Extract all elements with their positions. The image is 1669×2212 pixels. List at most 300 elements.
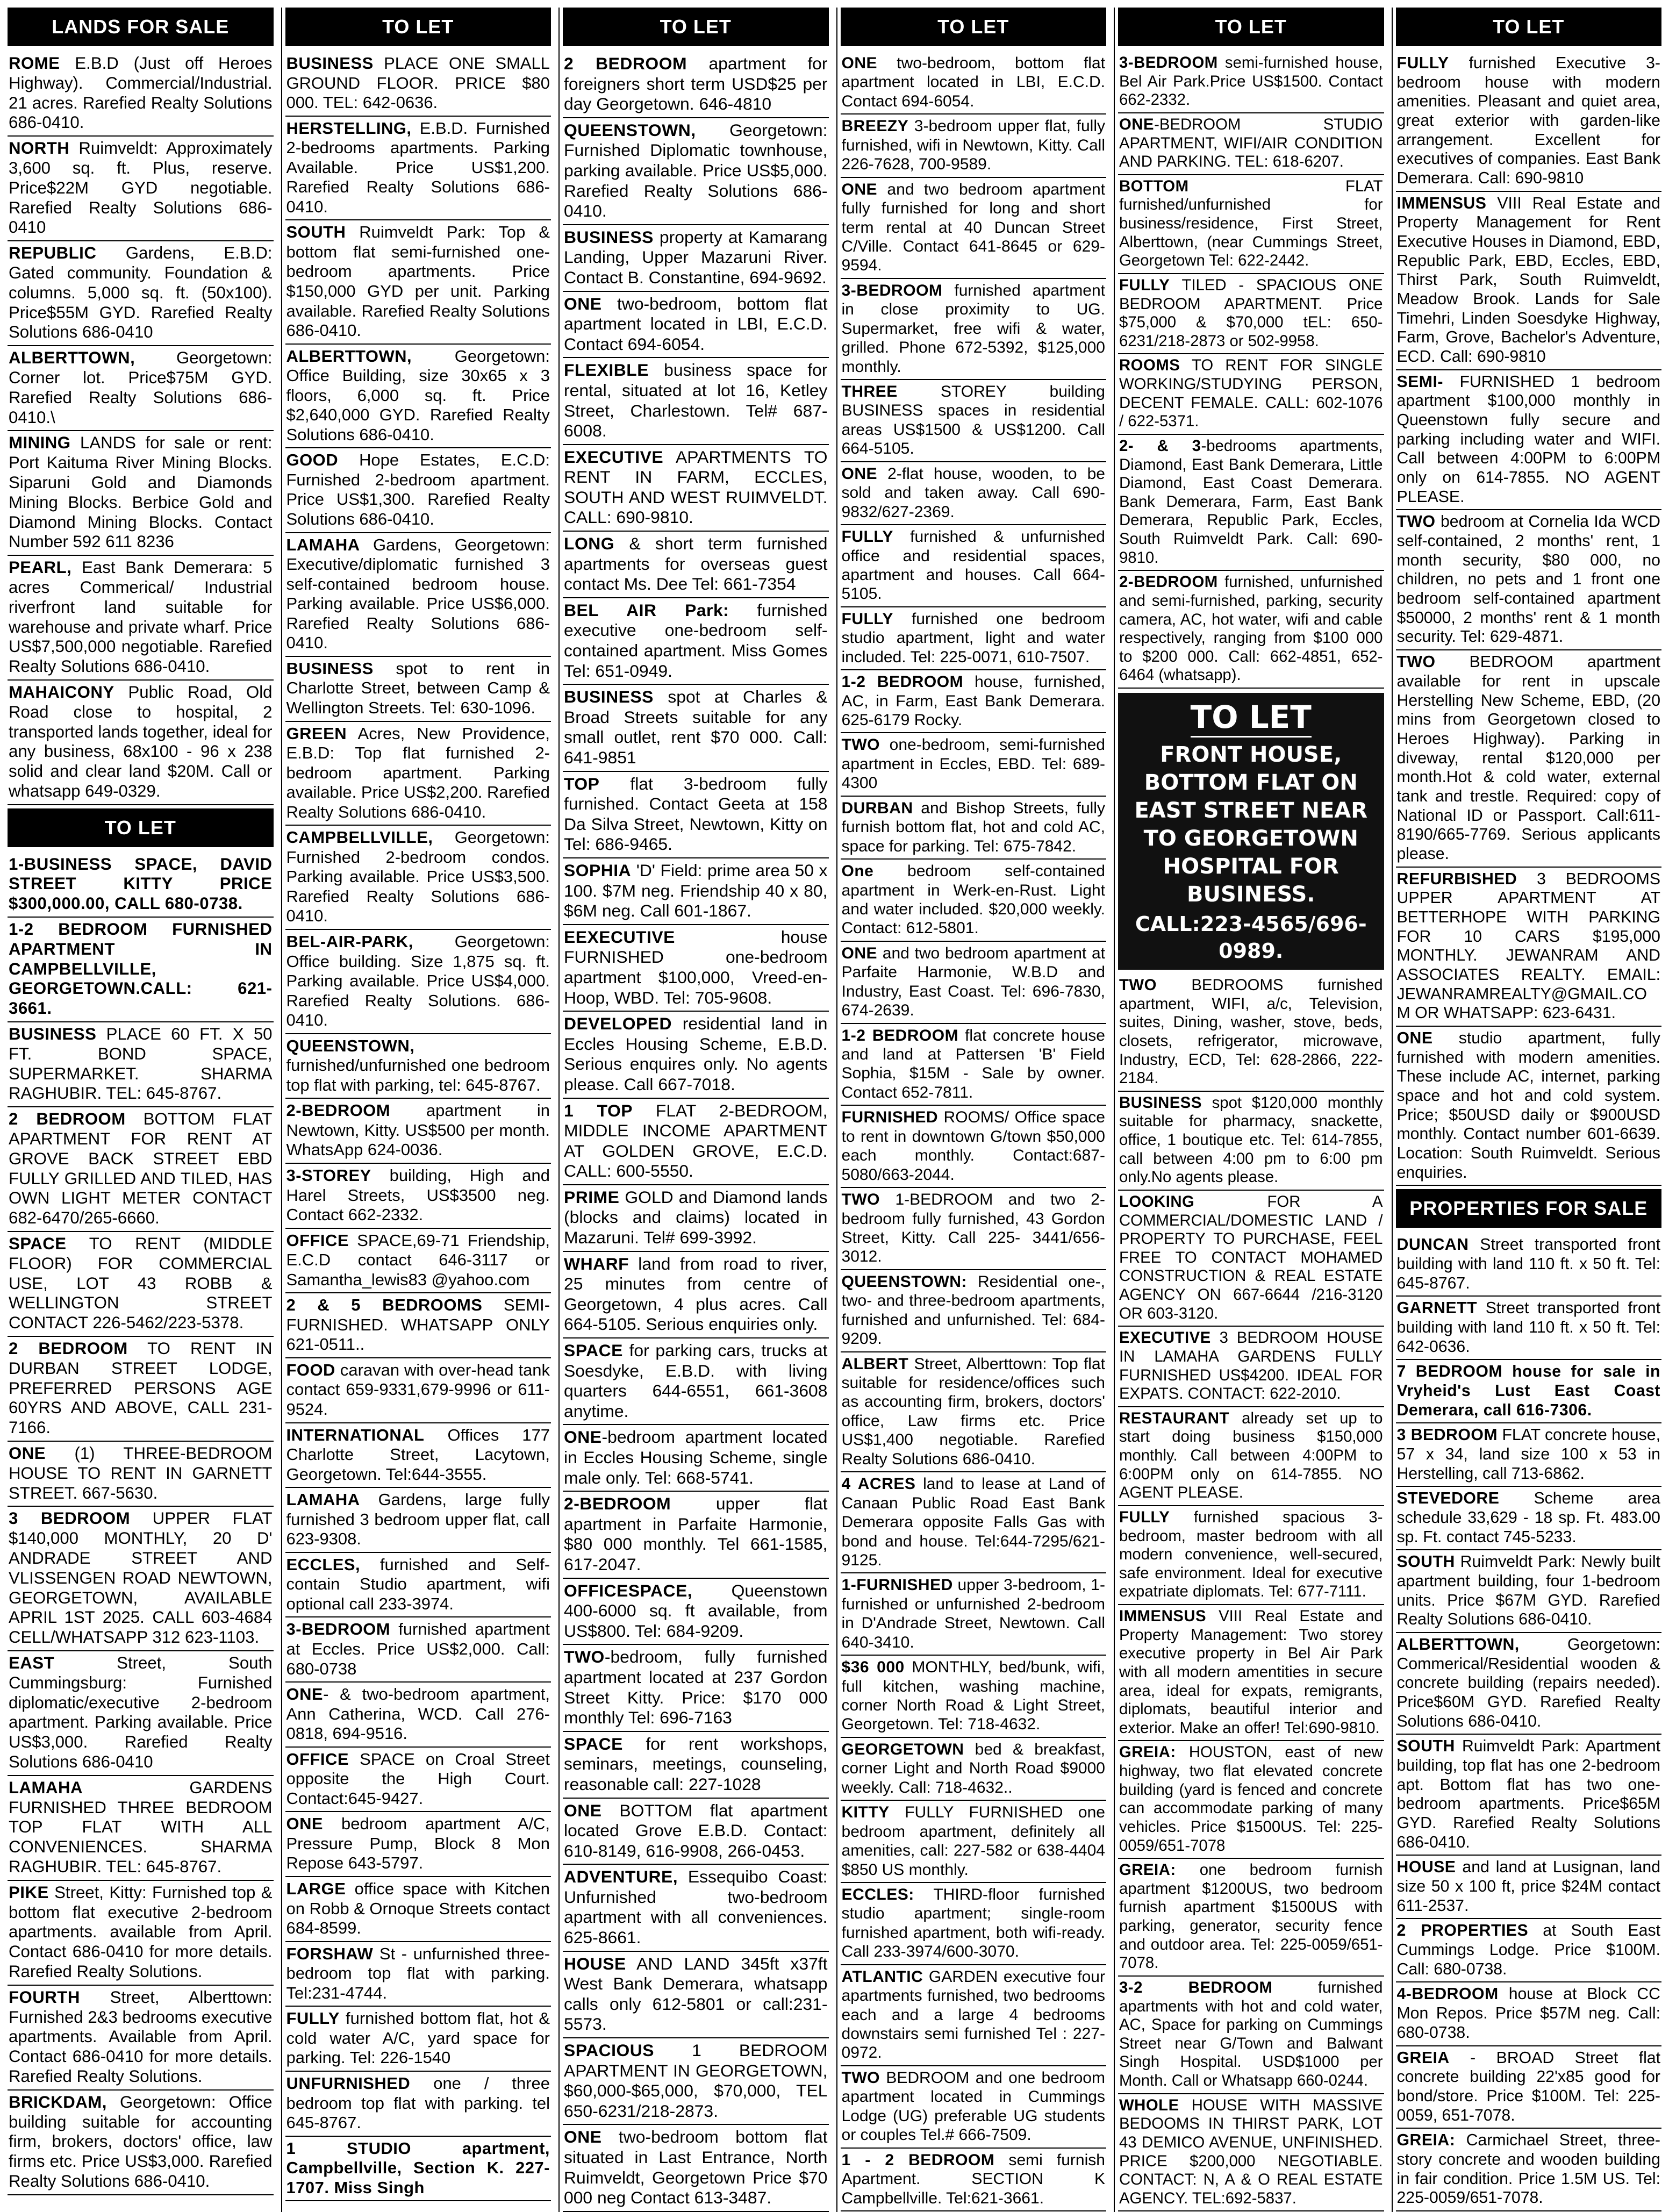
- classified-ad: [1396, 1550, 1662, 1633]
- ad-body: TO RENT IN DURBAN STREET LODGE, PREFERRED PERSONS AGE 60YRS AND ABOVE, CALL 231-7166.: [9, 1339, 273, 1437]
- ad-headline: BUSINESS: [9, 1025, 97, 1044]
- ad-list-properties-for-sale: [1396, 1233, 1662, 2211]
- ad-headline: NORTH: [9, 139, 70, 158]
- classified-ad: [563, 1645, 829, 1731]
- classified-ad: [1118, 1191, 1384, 1327]
- ad-headline: GREIA: [1396, 2049, 1450, 2067]
- ad-body: 1 BEDROOM APARTMENT IN GEORGETOWN, $60,000-$65,000, $70,000, TEL 650-6231/218-2873.: [564, 2041, 828, 2121]
- ad-body: apartment in Newtown, Kitty. US$500 per month. WhatsApp 624-0036.: [286, 1101, 550, 1159]
- classified-ad: [8, 1022, 274, 1107]
- ad-headline: LAMAHA: [286, 1490, 360, 1509]
- ad-headline: MAHAICONY: [9, 682, 114, 701]
- ad-body: house at Block CC Mon Repos. Price $57M neg. Call: 680-0738.: [1396, 1985, 1660, 2042]
- classified-ad: [285, 722, 551, 826]
- ad-headline: REPUBLIC: [9, 244, 97, 263]
- ad-body: Ruimveldt Park: Top & bottom flat semi-furnished one-bedroom apartments. Price $150,000 GYD per unit. Parking available. Rarefied Realty Solutions 686-0410.: [286, 223, 550, 340]
- classified-ad: [285, 2137, 551, 2202]
- column-3: [558, 8, 832, 2212]
- classified-ad: [285, 1293, 551, 1358]
- ad-headline: WHOLE: [1119, 2096, 1179, 2114]
- classified-ad: [841, 279, 1107, 380]
- ad-headline: 2-BEDROOM: [286, 1101, 391, 1120]
- classified-ad: [8, 137, 274, 241]
- classified-ad: [1118, 1859, 1384, 1977]
- ad-body: furnished one bedroom studio apartment, light and water included. Tel: 225-0071, 610-7507.: [841, 610, 1105, 666]
- ad-body: (1) THREE-BEDROOM HOUSE TO RENT IN GARNETT STREET. 667-5630.: [9, 1444, 273, 1502]
- ad-body: Georgetown: Office Building, size 30x65 x 3 floors, 6,000 sq. ft. Price $2,640,000 GYD. Rarefied Realty Solutions 686-0410.: [286, 346, 550, 444]
- ad-headline: 3 BEDROOM: [1396, 1426, 1498, 1444]
- ad-headline: THREE: [841, 383, 898, 400]
- promo-phone: CALL:223-4565/696-0989.: [1135, 912, 1367, 963]
- classified-ad: [841, 860, 1107, 942]
- ad-body: semi-furnished house, Bel Air Park.Price US$1500. Contact 662-2332.: [1119, 54, 1383, 109]
- column-5: [1114, 8, 1387, 2212]
- ad-headline: SPACE: [564, 1734, 623, 1753]
- ad-headline: QUEENSTOWN,: [564, 120, 696, 140]
- ad-headline: 3 BEDROOM: [9, 1509, 131, 1528]
- column-6: [1392, 8, 1665, 2212]
- classified-ad: [841, 2066, 1107, 2149]
- classified-ad: [841, 525, 1107, 607]
- ad-body: SPACE,69-71 Friendship, E.C.D contact 646-3117 or Samantha_lewis83 @yahoo.com: [286, 1230, 550, 1289]
- ad-headline: TWO: [841, 2068, 880, 2087]
- classified-ad: [1396, 1027, 1662, 1186]
- ad-headline: SPACE: [9, 1234, 67, 1254]
- ad-headline: ADVENTURE,: [564, 1867, 678, 1887]
- ad-body: Offices 177 Charlotte Street, Lacytown, Georgetown. Tel:644-3555.: [286, 1425, 550, 1484]
- ad-body: BEDROOMS furnished apartment, WIFI, a/c, Television, suites, Dining, washer, stove, beds, closets, refrigerator, microwave, Industry, ECD, Tel: 628-2866, 222-2184.: [1119, 976, 1383, 1087]
- ad-headline: FORSHAW: [286, 1944, 374, 1963]
- ad-headline: PEARL,: [9, 558, 72, 577]
- section-header-to-let: TO LET: [285, 8, 551, 46]
- classified-ad: [285, 826, 551, 930]
- ad-body: property at Kamarang Landing, Upper Mazaruni River. Contact B. Constantine, 694-9692.: [564, 227, 828, 287]
- ad-headline: SPACE: [564, 1341, 623, 1361]
- ad-body: spot at Charles & Broad Streets suitable for any small outlet, rent $70 000. Call: 641-9851: [564, 687, 828, 767]
- ad-body: Ruimveldt: Approximately 3,600 sq. ft. Plus, reserve. Price$22M GYD negotiable. Rarefied Realty Solutions 686-0410: [9, 139, 273, 237]
- ad-body: VIII Real Estate and Property Management for Rent Executive Houses in Diamond, EBD, Republic Park, EBD, Eccles, EBD, Thirst Park, South Ruimveldt, Meadow Brook. Lands for Sale Timehri, Linden Soesdyke Highway, Farm, Grove, Bachelor's Adventure, ECD. Call: 690-9810: [1396, 194, 1660, 366]
- section-header-to-let: TO LET: [841, 8, 1107, 46]
- ad-body: Street, Kitty: Furnished top & bottom flat executive 2-bedroom apartments. available from April. Contact 686-0410 for more details. Rarefied Realty Solutions.: [9, 1882, 273, 1981]
- classified-ad: [1118, 1605, 1384, 1741]
- ad-headline: 1-2 BEDROOM: [841, 1026, 959, 1044]
- classified-ad: [563, 925, 829, 1012]
- promo-title: TO LET: [1191, 698, 1312, 738]
- ad-headline: 1-2 BEDROOM FURNISHED APARTMENT IN CAMPBELLVILLE, GEORGETOWN.CALL: 621-3661.: [9, 920, 273, 1018]
- ad-headline: BRICKDAM,: [9, 2092, 107, 2111]
- classified-ad: [8, 431, 274, 556]
- ad-body: Street transported front building with land 110 ft. x 50 ft. Tel: 645-8767.: [1396, 1236, 1660, 1292]
- classified-ad: [563, 1012, 829, 1098]
- classified-ad: [563, 1252, 829, 1338]
- classified-ad: [1396, 1297, 1662, 1360]
- classified-ad: [563, 772, 829, 858]
- classified-ad: [285, 533, 551, 657]
- classified-ad: [841, 1738, 1107, 1801]
- ad-body: Residential one-, two- and three-bedroom apartments, furnished and unfurnished. Tel: 684-9209.: [841, 1272, 1105, 1348]
- ad-body: furnished/unfurnished one bedroom top flat with parking, tel: 645-8767.: [286, 1056, 550, 1094]
- classified-ad: [563, 532, 829, 598]
- ad-headline: ONE: [1119, 115, 1155, 133]
- classified-ad: [285, 1034, 551, 1099]
- ad-body: and two bedroom apartment fully furnished for long and short term rental at 40 Duncan Street C/Ville. Contact 641-8645 or 629-9594.: [841, 180, 1105, 275]
- ad-body: upper 3-bedroom, 1-furnished or unfurnished 2-bedroom in D'Andrade Street, Newtown. Call 640-3410.: [841, 1576, 1105, 1651]
- column-1: [4, 8, 277, 2212]
- ad-body: 2-flat house, wooden, to be sold and taken away. Call 690-9832/627-2369.: [841, 464, 1105, 521]
- classified-ad: [1396, 192, 1662, 370]
- ad-body: FOR A COMMERCIAL/DOMESTIC LAND / PROPERTY TO PURCHASE, FEEL FREE TO CONTACT MOHAMED CONSTRUCTION & REAL ESTATE AGENCY ON 667-6644 /216-3120 OR 603-3120.: [1119, 1192, 1383, 1322]
- ad-body: Georgetown: Office building suitable for accounting firm, brokers, doctors' office, law firms etc. Price US$3,000. Rarefied Realty Solutions 686-0410.: [9, 2092, 273, 2190]
- classified-ad: [563, 445, 829, 532]
- classified-ad: [1396, 510, 1662, 650]
- ad-body: furnished spacious 3-bedroom, master bedroom with all modern convenience, well-secured, safe environment. Ideal for executive expatriate diplomats. Tel: 677-7111.: [1119, 1508, 1383, 1601]
- ad-body: apartment for foreigners short term USD$25 per day Georgetown. 646-4810: [564, 54, 828, 114]
- classified-ad: [1396, 1423, 1662, 1487]
- classified-ad: [8, 1651, 274, 1776]
- classified-ad: [1396, 650, 1662, 867]
- ad-headline: 1 - 2 BEDROOM: [841, 2151, 995, 2169]
- ad-headline: 2 BEDROOM: [9, 1339, 128, 1358]
- ad-body: TILED - SPACIOUS ONE BEDROOM APARTMENT. Price $75,000 & $70,000 tEL: 650-6231/218-2873 or 502-9958.: [1119, 276, 1383, 350]
- classified-ad: [1118, 1092, 1384, 1191]
- ad-body: for rent workshops, seminars, meetings, counseling, reasonable call: 227-1028: [564, 1734, 828, 1794]
- ad-body: furnished bottom flat, hot & cold water A/C, yard space for parking. Tel: 226-1540: [286, 2009, 550, 2067]
- classified-ad: [1396, 1982, 1662, 2046]
- ad-body: semi furnish Apartment. SECTION K Campbellville. Tel:621-3661.: [841, 2151, 1105, 2207]
- ad-headline: REFURBISHED: [1396, 870, 1517, 888]
- ad-headline: TOP: [564, 774, 600, 793]
- ad-body: upper flat apartment in Parfaite Harmonie, $80 000 monthly. Tel 661-1585, 617-2047.: [564, 1494, 828, 1574]
- classified-ad: [1118, 974, 1384, 1092]
- ad-body: Street, Alberttown: Top flat suitable for residence/offices such as accounting firm, brokers, doctors' office, Law firms etc. Price US$1,400 negotiable. Rarefied Realty Solutions 686-0410.: [841, 1355, 1105, 1468]
- ad-headline: ONE: [286, 1814, 324, 1834]
- classified-ad: [285, 1423, 551, 1488]
- classified-ad: [8, 1107, 274, 1232]
- ad-body: office space with Kitchen on Robb & Ornoque Streets contact 684-8599.: [286, 1879, 550, 1938]
- ad-headline: 1-BUSINESS SPACE, DAVID STREET KITTY PRICE $300,000.00, CALL 680-0738.: [9, 854, 273, 913]
- ad-body: bedroom self-contained apartment in Werk-en-Rust. Light and water included. $20,000 weekly. Contact: 612-5801.: [841, 862, 1105, 937]
- ad-body: and Bishop Streets, fully furnish bottom flat, hot and cold AC, space for parking. Tel: 675-7842.: [841, 799, 1105, 855]
- ad-headline: FLEXIBLE: [564, 360, 649, 380]
- ad-headline: SOUTH: [1396, 1553, 1455, 1571]
- ad-body: GARDEN executive four apartments furnished, two bedrooms each and a large 4 bedrooms downstairs semi furnished Tel : 227-0972.: [841, 1967, 1105, 2062]
- ad-body: -bedrooms apartments, Diamond, East Bank Demerara, Little Diamond, East Coast Demerara. Bank Demerara, Farm, East Bank Demerara, Republic Park, Eccles, South Ruimveldt Park. Call: 690-9810.: [1119, 436, 1383, 567]
- classified-ad: [1118, 1327, 1384, 1407]
- classified-ad: [8, 241, 274, 346]
- ad-headline: HOUSE: [564, 1953, 626, 1973]
- ad-headline: ECCLES:: [841, 1885, 914, 1903]
- classified-ad: [1118, 435, 1384, 571]
- classified-ad: [563, 1492, 829, 1578]
- classified-ad: [1118, 52, 1384, 113]
- ad-body: and two bedroom apartment at Parfaite Harmonie, W.B.D and Industry, East Coast. Tel: 696-7830, 674-2639.: [841, 944, 1105, 1020]
- ad-headline: 3-BEDROOM: [841, 281, 943, 299]
- ad-body: Hope Estates, E.C.D: Furnished 2-bedroom apartment. Price US$1,300. Rarefied Realty Solutions 686-0410.: [286, 450, 550, 529]
- ad-headline: FURNISHED: [841, 1108, 939, 1127]
- classified-ad: [8, 2091, 274, 2195]
- ad-body: - BROAD Street flat concrete building 22'x85 good for bond/store. Price $100M. Tel: 225-0059, 651-7078.: [1396, 2049, 1660, 2124]
- ad-body: GOLD and Diamond lands (blocks and claims) located in Mazaruni. Tel# 699-3992.: [564, 1187, 828, 1248]
- classified-ad: [1396, 2129, 1662, 2211]
- ad-body: house, furnished, AC, in Farm, East Bank Demerara. 625-6179 Rocky.: [841, 673, 1105, 729]
- classified-ad: [841, 1106, 1107, 1188]
- ad-headline: ATLANTIC: [841, 1967, 923, 1986]
- ad-body: East Bank Demerara: 5 acres Commerical/ Industrial riverfront land suitable for warehouse and private wharf. Price US$7,500,000 negotiable. Rarefied Realty Solutions 686-0410.: [9, 558, 273, 676]
- classified-ad: [841, 52, 1107, 114]
- classified-ad: [563, 2038, 829, 2125]
- ad-headline: ONE: [564, 2127, 602, 2147]
- ad-headline: One: [841, 862, 874, 880]
- ad-headline: ONE: [286, 1685, 324, 1704]
- classified-ad: [1396, 1919, 1662, 1982]
- classified-ad: [563, 1425, 829, 1492]
- ad-headline: FOOD: [286, 1360, 335, 1379]
- ad-headline: 2- & 3: [1119, 436, 1201, 455]
- classified-ad: [8, 681, 274, 805]
- ad-headline: KITTY: [841, 1803, 890, 1822]
- ad-headline: BUSINESS: [286, 658, 374, 678]
- classified-ad: [563, 858, 829, 925]
- ad-headline: 2-BEDROOM: [1119, 573, 1218, 591]
- column-2: [281, 8, 555, 2212]
- classified-ad: [1118, 175, 1384, 274]
- ad-headline: ECCLES,: [286, 1555, 361, 1574]
- classified-ad: [8, 52, 274, 137]
- classified-ad: [841, 178, 1107, 279]
- ad-headline: ONE: [564, 293, 602, 313]
- classified-ad: [841, 114, 1107, 177]
- ad-body: LANDS for sale or rent: Port Kaituma River Mining Blocks. Siparuni Gold and Diamonds Mining Blocks. Berbice Gold and Diamond Mining Blocks. Contact Number 592 611 8236: [9, 433, 273, 552]
- ad-headline: INTERNATIONAL: [286, 1425, 425, 1444]
- classified-ad: [1396, 1233, 1662, 1297]
- ad-headline: RESTAURANT: [1119, 1409, 1229, 1427]
- ad-body: Street transported front building with land 110 ft. x 50 ft. Tel: 642-0636.: [1396, 1299, 1660, 1356]
- classified-ad: [563, 1185, 829, 1252]
- classified-ad: [563, 1579, 829, 1645]
- ad-headline: ALBERTTOWN,: [1396, 1636, 1520, 1654]
- ad-headline: 3-BEDROOM: [286, 1620, 391, 1639]
- ad-headline: SPACIOUS: [564, 2041, 655, 2060]
- ad-headline: 1 STUDIO apartment, Campbellville, Section K. 227-1707. Miss Singh: [286, 2138, 550, 2197]
- ad-body: E.B.D (Just off Heroes Highway). Commercial/Industrial. 21 acres. Rarefied Realty Solutions 686-0410.: [9, 54, 273, 132]
- ad-headline: IMMENSUS: [1396, 194, 1487, 212]
- ad-headline: ALBERT: [841, 1355, 909, 1373]
- ad-headline: 3-STOREY: [286, 1165, 371, 1185]
- classified-ad: [8, 346, 274, 431]
- ad-headline: 2-BEDROOM: [564, 1494, 671, 1514]
- ad-headline: BUSINESS: [564, 687, 654, 707]
- ad-body: spot to rent in Charlotte Street, between Camp & Wellington Streets. Tel: 630-1096.: [286, 658, 550, 717]
- ad-headline: BEL AIR Park:: [564, 600, 729, 620]
- ad-headline: IMMENSUS: [1119, 1607, 1207, 1625]
- section-header-to-let: TO LET: [1118, 8, 1384, 46]
- ad-body: land to lease at Land of Canaan Public Road East Bank Demerara opposite Falls Gas with bond and house. Tel:644-7295/621-9125.: [841, 1475, 1105, 1569]
- ad-body: Essequibo Coast: Unfurnished two-bedroom apartment with all conveniences. 625-8661.: [564, 1867, 828, 1948]
- ad-body: THIRD-floor furnished studio apartment; single-room furnished apartment, both wifi-ready. Call 233-3974/600-3070.: [841, 1885, 1105, 1961]
- ad-body: one / three bedroom top flat with parking. tel 645-8767.: [286, 2073, 550, 2132]
- ad-body: FLAT concrete house, 57 x 34, land size 100 x 53 in Herstelling, call 713-6862.: [1396, 1426, 1660, 1483]
- classified-ad: [841, 2149, 1107, 2211]
- ad-body: Georgetown: Corner lot. Price$75M GYD. Rarefied Realty Solutions 686-0410.\: [9, 348, 273, 427]
- ad-headline: TWO: [1396, 513, 1436, 531]
- classified-ad: [1118, 354, 1384, 435]
- classified-ad: [1396, 868, 1662, 1027]
- classified-ad: [8, 1442, 274, 1507]
- ad-body: Gardens, E.B.D: Gated community. Foundation & columns. 5,000 sq. ft. (50x100). Price$55M GYD. Rarefied Realty Solutions 686-0410: [9, 244, 273, 342]
- classified-ad: [563, 52, 829, 118]
- ad-body: APARTMENTS TO RENT IN FARM, ECCLES, SOUTH AND WEST RUIMVELDT. CALL: 690-9810.: [564, 447, 828, 527]
- classified-ad: [285, 220, 551, 344]
- ad-list-to-let-1: [8, 853, 274, 2195]
- classified-ad: [841, 670, 1107, 733]
- classified-ad: [841, 1352, 1107, 1473]
- ad-body: one-bedroom, semi-furnished apartment in Eccles, EBD. Tel: 689-4300: [841, 736, 1105, 792]
- ad-body: and land at Lusignan, land size 50 x 100 ft, price $24M contact 611-2537.: [1396, 1858, 1660, 1915]
- ad-body: Ruimveldt Park: Newly built apartment building, four 1-bedroom units. Price $67M GYD. Rarefied Realty Solutions 686-0410.: [1396, 1553, 1660, 1629]
- ad-body: 3 BEDROOMS UPPER APARTMENT AT BETTERHOPE WITH PARKING FOR 10 CARS $195,000 MONTHLY. JEWANRAM AND ASSOCIATES REALTY. EMAIL: JEWANRAMREALTY@GMAIL.COM OR WHATSAPP: 623-6431.: [1396, 870, 1660, 1022]
- ad-headline: OFFICE: [286, 1749, 349, 1769]
- ad-body: Street, South Cummingsburg: Furnished diplomatic/executive 2-bedroom apartment. Parking available. Price US$3,000. Rarefied Realty Solutions 686-0410: [9, 1653, 273, 1771]
- ad-body: at South East Cummings Lodge. Price $100M. Call: 680-0738.: [1396, 1922, 1660, 1978]
- ad-body: furnished and Self-contain Studio apartment, wifi optional call 233-3974.: [286, 1555, 550, 1613]
- ad-headline: ONE: [564, 1800, 602, 1820]
- ad-body: two-bedroom, bottom flat apartment located in LBI, E.C.D. Contact 694-6054.: [841, 54, 1105, 110]
- ad-body: SPACE on Croal Street opposite the High Court. Contact:645-9427.: [286, 1749, 550, 1808]
- classified-ad: [8, 1507, 274, 1651]
- ad-body: already set up to start doing business $150,000 monthly. Call between 4:00PM to 6:00PM only on 614-7855. NO AGENT PLEASE.: [1119, 1409, 1383, 1502]
- classified-ad: [285, 345, 551, 449]
- ad-body: SEMI-FURNISHED. WHATSAPP ONLY 621-0511..: [286, 1295, 550, 1354]
- ad-headline: $36 000: [841, 1658, 905, 1677]
- classified-ad: [1396, 370, 1662, 511]
- ad-body: studio apartment, fully furnished with modern amenities. These include AC, internet, parking space and hot and cold system. Price; $50USD daily or $900USD monthly. Contact number 601-6639. Location: South Ruimveldt. Serious enquiries.: [1396, 1029, 1660, 1182]
- classified-ad: [8, 1776, 274, 1881]
- ad-body: Gardens, Georgetown: Executive/diplomatic furnished 3 self-contained bedroom house. Parking available. Price US$6,000. Rarefied Realty Solutions 686-0410.: [286, 535, 550, 653]
- classified-ad: [563, 1952, 829, 2038]
- ad-body: Carmichael Street, three-story concrete and wooden building in fair condition. Price 1.5M US. Tel: 225-0059/651-7078.: [1396, 2131, 1660, 2207]
- classified-ad: [8, 918, 274, 1022]
- ad-headline: 3-2 BEDROOM: [1119, 1978, 1273, 1996]
- ad-body: furnished Executive 3- bedroom house with modern amenities. Pleasant and quiet area, great exterior with garden-like arrangement. Excellent for executives of companies. East Bank Demerara. Call: 690-9810: [1396, 54, 1660, 188]
- ad-headline: 2 & 5 BEDROOMS: [286, 1295, 483, 1315]
- classified-ad: [8, 1986, 274, 2091]
- classified-ad: [841, 1965, 1107, 2066]
- classified-ad: [563, 358, 829, 445]
- classified-ad: [1396, 1487, 1662, 1550]
- ad-headline: LAMAHA: [9, 1778, 83, 1797]
- classified-ad: [8, 1232, 274, 1337]
- ad-headline: ONE: [1396, 1029, 1433, 1047]
- ad-headline: GARNETT: [1396, 1299, 1478, 1318]
- ad-body: land from road to river, 25 minutes from centre of Georgetown, 4 plus acres. Call 664-5105. Serious enquiries only.: [564, 1254, 828, 1334]
- classified-ad: [285, 1099, 551, 1164]
- classified-ad: [841, 607, 1107, 670]
- ad-headline: BUSINESS: [286, 54, 374, 73]
- ad-body: business space for rental, situated at lot 16, Ketley Street, Charlestown. Tel# 687-6008.: [564, 360, 828, 441]
- ad-headline: BREEZY: [841, 117, 909, 135]
- promo-box: [1118, 693, 1384, 970]
- ad-headline: ALBERTTOWN,: [286, 346, 412, 366]
- ad-body: -bedroom, fully furnished apartment located at 237 Gordon Street Kitty. Price: $170 000 monthly Tel: 696-7163: [564, 1647, 828, 1728]
- classified-ad: [1396, 1633, 1662, 1735]
- column-4: [836, 8, 1110, 2212]
- classified-ad: [285, 448, 551, 533]
- ad-headline: SOPHIA: [564, 860, 632, 880]
- ad-headline: TWO: [1396, 653, 1436, 671]
- ad-headline: ONE: [841, 464, 878, 483]
- ad-headline: PRIME: [564, 1187, 620, 1207]
- classified-ad: [563, 1732, 829, 1799]
- classified-ad: [285, 1748, 551, 1813]
- classified-ad: [841, 1801, 1107, 1883]
- ad-headline: CAMPBELLVILLE,: [286, 828, 433, 847]
- classified-ad: [285, 2072, 551, 2137]
- ad-body: 'D' Field: prime area 50 x 100. $7M neg. Friendship 40 x 80, $6M neg. Call 601-1867.: [564, 860, 828, 921]
- section-header-to-let: TO LET: [1396, 8, 1662, 46]
- classified-ad: [1118, 1506, 1384, 1605]
- ad-headline: EXECUTIVE: [564, 447, 664, 467]
- ad-body: FLAT furnished/unfurnished for business/residence, First Street, Alberttown, (near Cummings Street, Georgetown Tel: 622-2442.: [1119, 177, 1383, 270]
- ad-headline: HERSTELLING,: [286, 118, 412, 138]
- classified-ad: [1118, 571, 1384, 689]
- ad-body: one bedroom furnish apartment $1200US, two bedroom furnish apartment $1500US with parking, generator, security fence and outdoor area. Tel: 225-0059/651-7078.: [1119, 1861, 1383, 1972]
- ad-body: UPPER FLAT $140,000 MONTHLY, 20 D' ANDRADE STREET AND VLISSENGEN ROAD NEWTOWN, GEORGETOWN, AVAILABLE APRIL 1ST 2025. CALL 603-4684 CELL/WHATSAPP 312 623-1103.: [9, 1509, 273, 1647]
- classified-ad: [841, 1188, 1107, 1270]
- ad-body: St - unfurnished three-bedroom top flat with parking. Tel:231-4744.: [286, 1944, 550, 2002]
- classified-ad: [841, 797, 1107, 860]
- ad-headline: UNFURNISHED: [286, 2073, 411, 2093]
- classified-ad: [1396, 1360, 1662, 1423]
- ad-headline: OFFICE: [286, 1230, 349, 1250]
- ad-list-to-let-4: [841, 52, 1107, 2211]
- ad-headline: ROME: [9, 54, 60, 73]
- classified-ad: [841, 942, 1107, 1024]
- ad-headline: EEXECUTIVE: [564, 927, 675, 947]
- classified-ad: [841, 1573, 1107, 1656]
- ad-body: bedroom apartment A/C, Pressure Pump, Block 8 Mon Repose 643-5797.: [286, 1814, 550, 1873]
- ad-headline: 2 BEDROOM: [564, 54, 687, 73]
- ad-headline: GREIA:: [1119, 1743, 1176, 1762]
- ad-headline: LOOKING: [1119, 1192, 1195, 1211]
- ad-body: Street, Alberttown: Furnished 2&3 bedrooms executive apartments. Available from April. Contact 686-0410 for more details. Rarefied Realty Solutions.: [9, 1987, 273, 2086]
- classified-ad: [285, 1488, 551, 1553]
- classified-ad: [285, 1229, 551, 1294]
- ad-headline: ONE: [841, 944, 878, 962]
- classified-ad: [841, 1883, 1107, 1965]
- ad-body: Acres, New Providence, E.B.D: Top flat furnished 2-bedroom apartment. Parking available. Price US$2,200. Rarefied Realty Solutions 686-0410.: [286, 724, 550, 821]
- classified-ad: [841, 1270, 1107, 1352]
- classified-ad: [563, 1865, 829, 1951]
- ad-body: HOUSTON, east of new highway, two flat elevated concrete building (yard is fenced and concrete can accommodate parking of many vehicles. Price $1500US. Tel: 225-0059/651-7078: [1119, 1743, 1383, 1855]
- ad-list-to-let-5a: [1118, 52, 1384, 689]
- ad-body: Georgetown: Furnished Diplomatic townhouse, parking available. Price US$5,000. Rarefied Realty Solutions 686-0410.: [564, 120, 828, 221]
- classified-ad: [285, 1877, 551, 1942]
- ad-body: furnished & unfurnished office and residential spaces, apartment and houses. Call 664-5105.: [841, 528, 1105, 603]
- ad-body: FURNISHED 1 bedroom apartment $100,000 monthly in Queenstown fully secure and parking including water and WIFI. Call between 4:00PM to 6:00PM only on 614-7855. NO AGENT PLEASE.: [1396, 373, 1660, 506]
- ad-body: & short term furnished apartments for overseas guest contact Ms. Dee Tel: 661-7354: [564, 534, 828, 594]
- ad-headline: ONE: [841, 54, 878, 72]
- classified-ad: [563, 685, 829, 771]
- ad-body: -BEDROOM STUDIO APARTMENT, WIFI/AIR CONDITION AND PARKING. TEL: 618-6207.: [1119, 115, 1383, 171]
- ad-body: - & two-bedroom apartment, Ann Catherina, WCD. Call 276-0818, 694-9516.: [286, 1685, 550, 1743]
- classified-ad: [285, 1683, 551, 1748]
- ad-headline: FULLY: [841, 528, 893, 546]
- classified-ad: [841, 1656, 1107, 1738]
- ad-body: PLACE 60 FT. X 50 FT. BOND SPACE, SUPERMARKET. SHARMA RAGHUBIR. TEL: 645-8767.: [9, 1025, 273, 1103]
- classified-ad: [841, 733, 1107, 796]
- ad-headline: 1-2 BEDROOM: [841, 673, 964, 691]
- ad-headline: TWO: [841, 736, 880, 754]
